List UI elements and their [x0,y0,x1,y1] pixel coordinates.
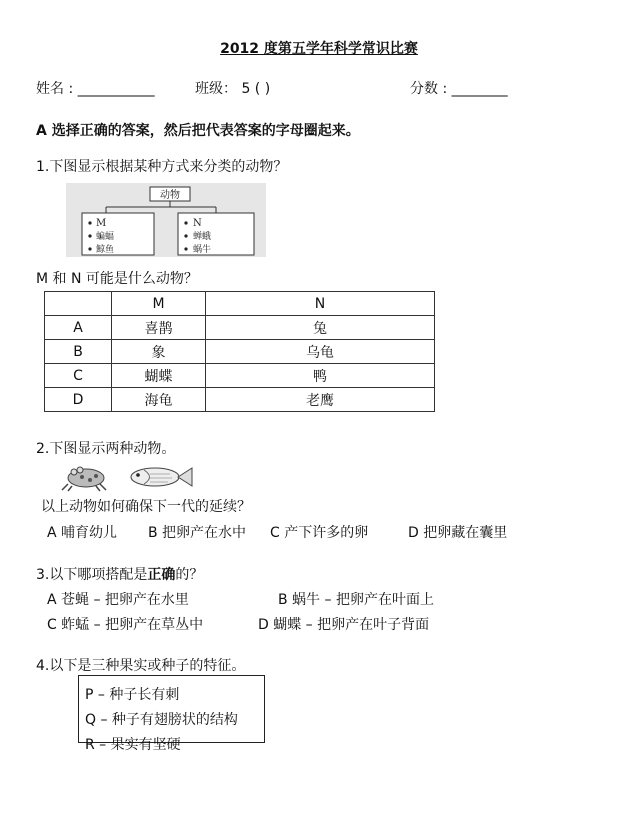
table-cell: 海龟 [112,388,206,412]
feature-p: P – 种子长有刺 [85,687,180,703]
score-label: 分数 : ________ [410,81,508,97]
table-cell: 喜鹊 [112,316,206,340]
table-cell: C [45,364,112,388]
table-row [45,340,435,364]
table-cell: 象 [112,340,206,364]
table-cell: 兔 [206,316,435,340]
table-cell: B [45,340,112,364]
q3-prompt-emphasis: 正确 [147,567,176,583]
animal-classification-diagram [66,183,266,257]
name-label: 姓名 : ___________ [36,81,155,97]
table-header-cell: M [112,292,206,316]
diagram-root: 动物 [160,190,180,201]
table-cell: A [45,316,112,340]
fish-icon [131,468,192,486]
table-row [45,316,435,340]
q3-prompt-start: 3.以下哪项搭配是 [36,567,148,583]
table-cell: 鸭 [206,364,435,388]
diagram-left-2: 蝙蝠 [96,232,115,242]
table-header-cell [45,292,112,316]
diagram-right-3: 蜗牛 [193,245,212,255]
q2-sub-prompt: 以上动物如何确保下一代的延续？ [41,499,251,515]
table-header-row [45,292,435,316]
table-cell: 老鹰 [206,388,435,412]
q2-prompt: 2.下图显示两种动物。 [36,441,176,457]
frog-icon [62,467,106,491]
feature-r: R – 果实有坚硬 [85,737,181,753]
table-row [45,388,435,412]
q2-option-d[interactable]: D 把卵藏在囊里 [408,525,508,541]
diagram-right-2: 蝉蛾 [193,232,212,242]
q1-sub-prompt: M 和 N 可能是什么动物？ [36,271,198,287]
section-a-instruction: A 选择正确的答案，然后把代表答案的字母圈起来。 [36,123,360,139]
q1-prompt: 1.下图显示根据某种方式来分类的动物？ [36,159,288,175]
page-title: 2012 度第五学年科学常识比赛 [220,41,418,57]
table-cell: D [45,388,112,412]
diagram-right-1: N [193,218,202,229]
class-label: 班级： 5 ( ) [195,81,271,97]
feature-q: Q – 种子有翅膀状的结构 [85,712,238,728]
table-cell: 乌龟 [206,340,435,364]
table-cell: 蝴蝶 [112,364,206,388]
q3-option-b[interactable]: B 蜗牛 – 把卵产在叶面上 [278,592,434,608]
q3-option-a[interactable]: A 苍蝇 – 把卵产在水里 [47,592,189,608]
frog-and-fish-illustration [60,462,195,492]
q3-option-c[interactable]: C 蚱蜢 – 把卵产在草丛中 [47,617,204,633]
answer-table [44,291,435,412]
q2-option-a[interactable]: A 哺育幼儿 [47,525,118,541]
features-box [78,675,265,753]
q4-prompt: 4.以下是三种果实或种子的特征。 [36,658,246,674]
table-header-cell: N [206,292,435,316]
diagram-left-3: 鲸鱼 [96,245,115,255]
diagram-left-1: M [96,218,107,229]
q2-option-b[interactable]: B 把卵产在水中 [148,525,247,541]
table-row [45,364,435,388]
q2-option-c[interactable]: C 产下许多的卵 [270,525,369,541]
q3-prompt [36,564,203,584]
q3-option-d[interactable]: D 蝴蝶 – 把卵产在叶子背面 [258,617,430,633]
q3-prompt-end: 的？ [175,567,204,583]
